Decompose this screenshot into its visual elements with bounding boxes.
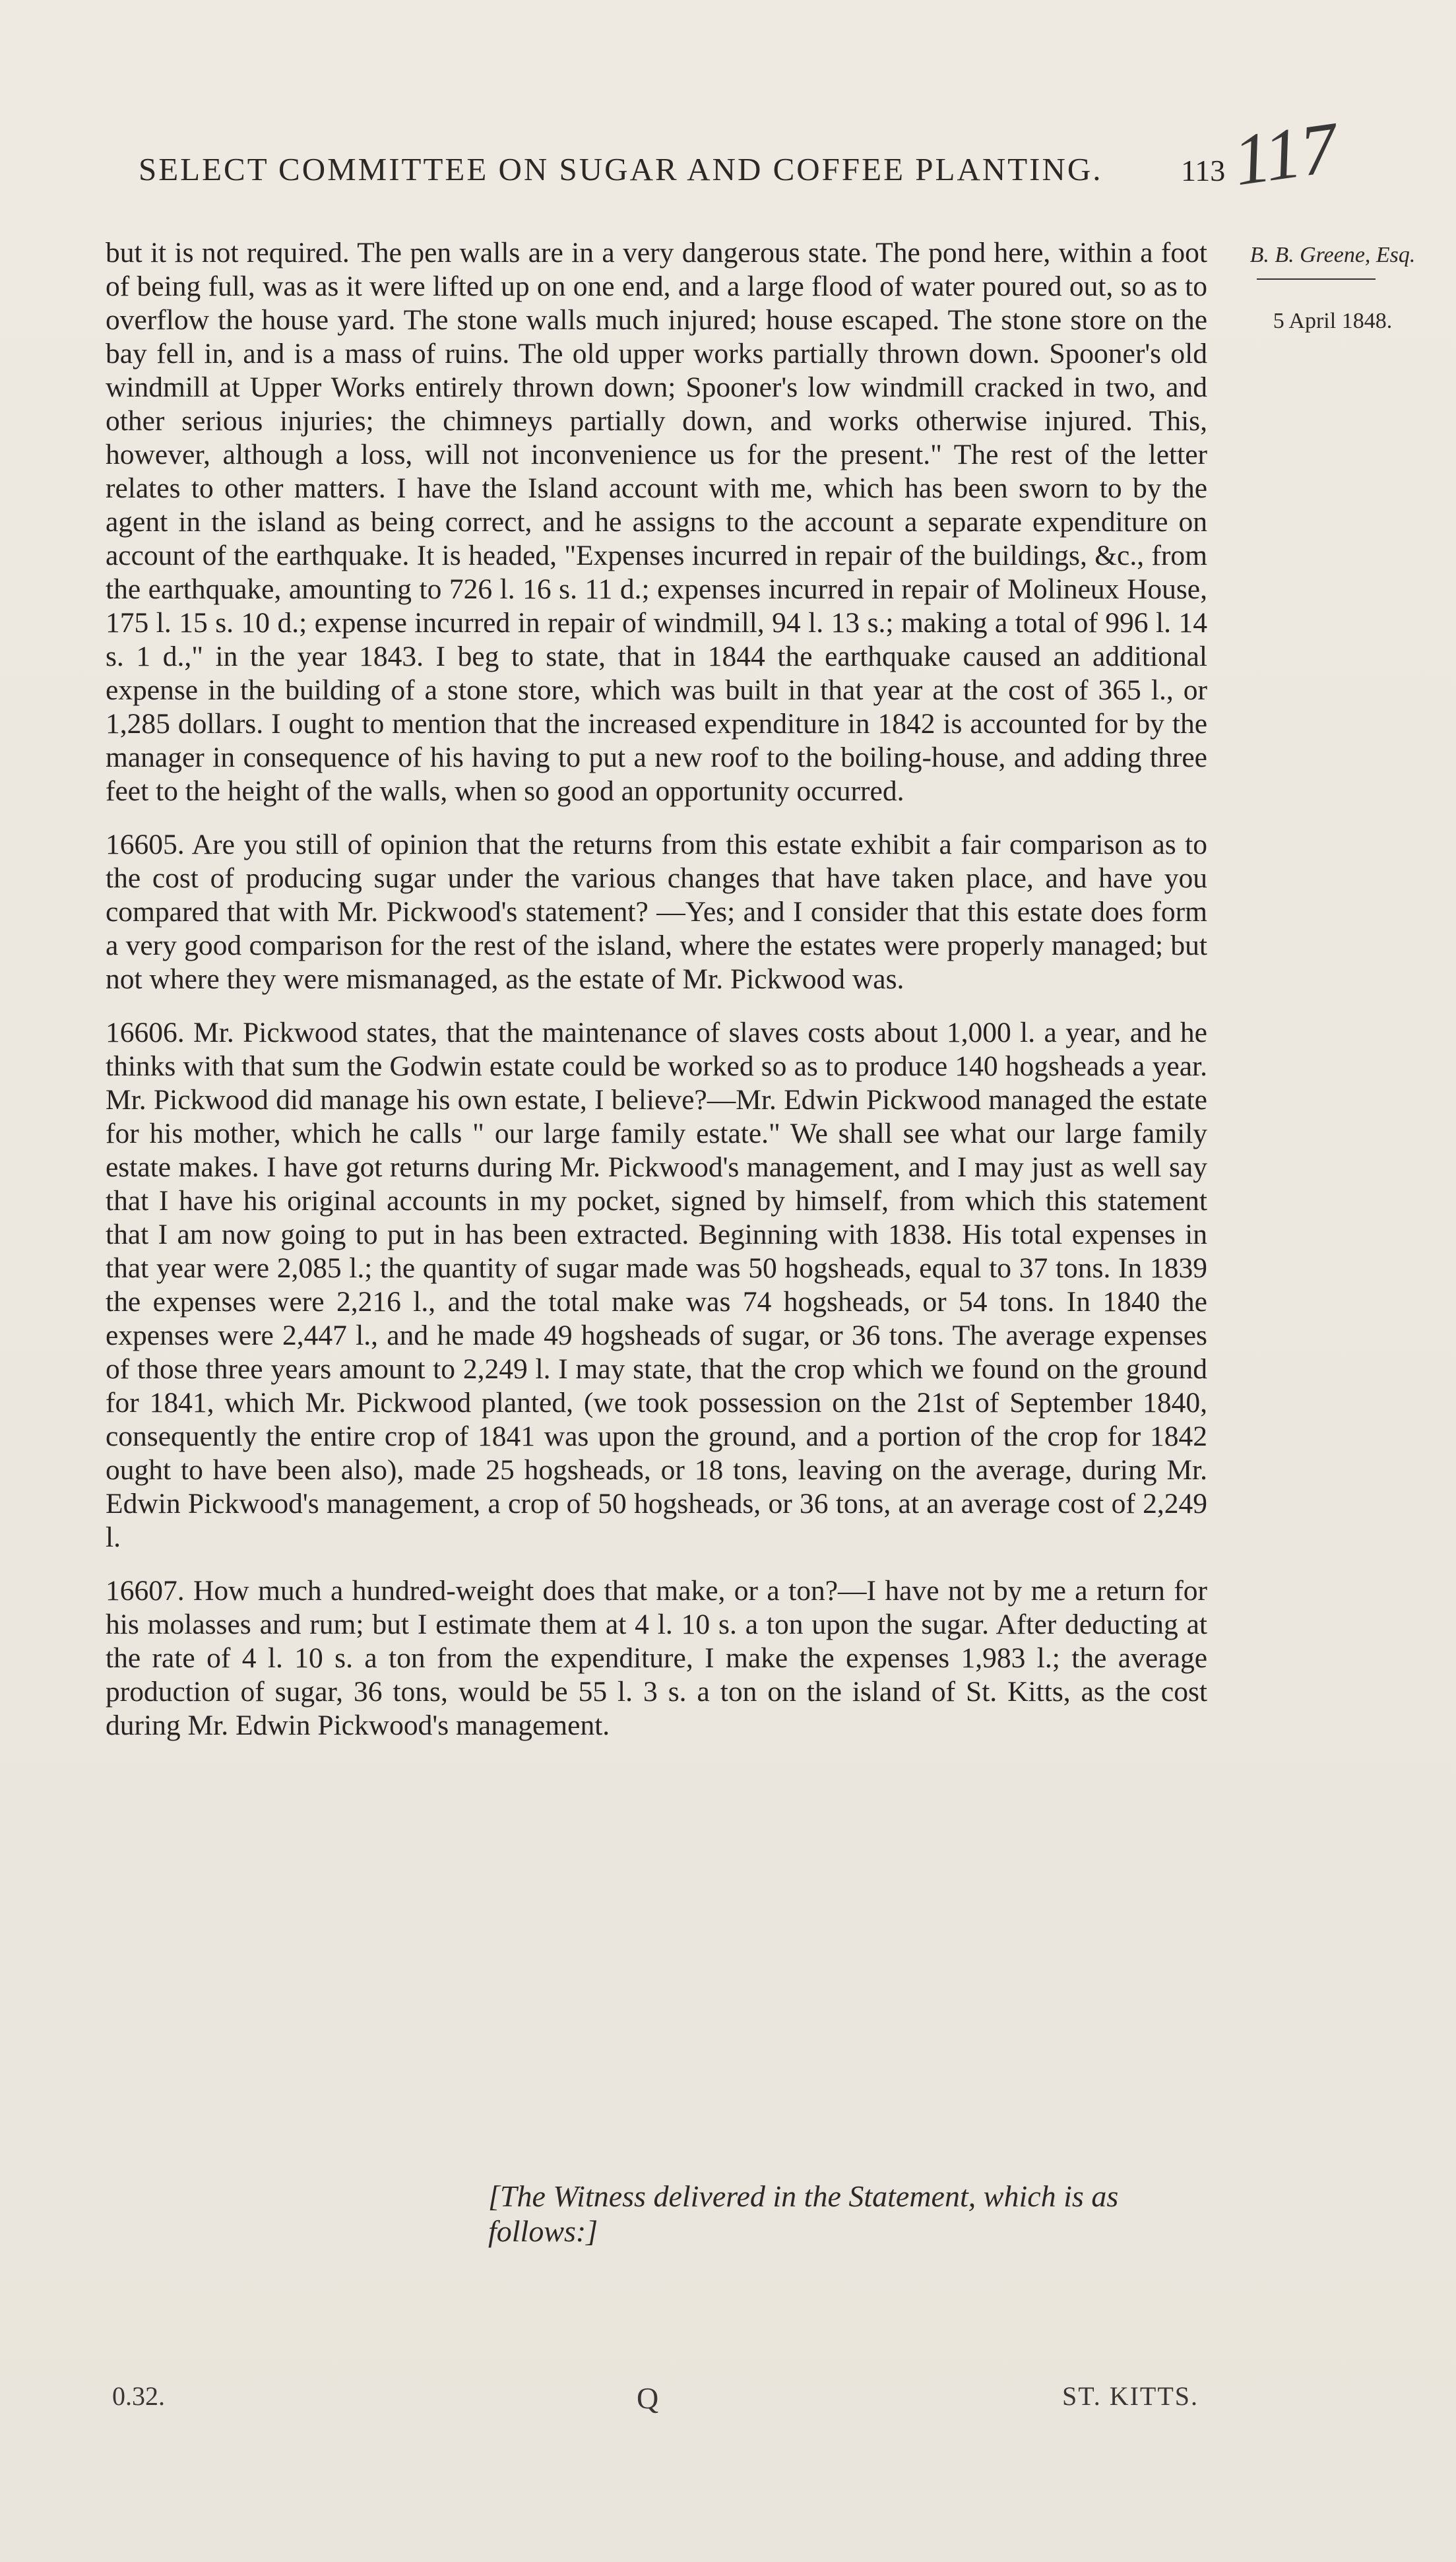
margin-date: 5 April 1848. <box>1273 309 1393 333</box>
paragraph-continuation: but it is not required. The pen walls are in a very dangerous state. The pond here, within a foot of being full, was as it were lifted up on one end, and a large flood of water poured out, so as to overflow the house yard. The stone walls much injured; house escaped. The stone store on the bay fell in, and is a mass of ruins. The old upper works partially thrown down. Spooner's old windmill at Upper Works entirely thrown down; Spooner's low windmill cracked in two, and other serious injuries; the chimneys partially down, and works otherwise injured. This, however, although a loss, will not inconvenience us for the present." The rest of the letter relates to other matters. I have the Island account with me, which has been sworn to by the agent in the island as being correct, and he assigns to the account a separate expenditure on account of the earthquake. It is headed, "Expenses incurred in repair of the buildings, &c., from the earthquake, amounting to 726 l. 16 s. 11 d.; expenses incurred in repair of Molineux House, 175 l. 15 s. 10 d.; expense incurred in repair of windmill, 94 l. 13 s.; making a total of 996 l. 14 s. 1 d.," in the year 1843. I beg to state, that in 1844 the earthquake caused an additional expense in the building of a stone store, which was built in that year at the cost of 365 l., or 1,285 dollars. I ought to mention that the increased expenditure in 1842 is accounted for by the manager in consequence of his having to put a new roof to the boiling-house, and adding three feet to the height of the walls, when so good an opportunity occurred. <box>106 237 1207 807</box>
running-header: SELECT COMMITTEE ON SUGAR AND COFFEE PLANTING. <box>139 151 1103 187</box>
testimony-body <box>106 236 1207 1762</box>
margin-rule <box>1257 278 1376 280</box>
handwritten-page-number: 117 <box>1228 106 1343 201</box>
page-number: 113 <box>1181 154 1226 187</box>
paragraph-16605: 16605. Are you still of opinion that the returns from this estate exhibit a fair comparison as to the cost of producing sugar under the various changes that have taken place, and have you compared that with Mr. Pickwood's statement? —Yes; and I consider that this estate does form a very good comparison for the rest of the island, where the estates were properly managed; but not where they were mismanaged, as the estate of Mr. Pickwood was. <box>106 829 1207 995</box>
paragraph-16607: 16607. How much a hundred-weight does that make, or a ton?—I have not by me a return for his molasses and rum; but I estimate them at 4 l. 10 s. a ton upon the sugar. After deducting at the rate of 4 l. 10 s. a ton from the expenditure, I make the expenses 1,983 l.; the average production of sugar, 36 tons, would be 55 l. 3 s. a ton on the island of St. Kitts, as the cost during Mr. Edwin Pickwood's management. <box>106 1575 1207 1741</box>
footer-signature: 0.32. <box>112 2381 165 2411</box>
paragraph-16606: 16606. Mr. Pickwood states, that the maintenance of slaves costs about 1,000 l. a year, and he thinks with that sum the Godwin estate could be worked so as to produce 140 hogsheads a year. Mr. Pickwood did manage his own estate, I believe?—Mr. Edwin Pickwood managed the estate for his mother, which he calls " our large family estate." We shall see what our large family estate makes. I have got returns during Mr. Pickwood's management, and I may just as well say that I have his original accounts in my pocket, signed by himself, from which this statement that I am now going to put in has been extracted. Beginning with 1838. His total expenses in that year were 2,085 l.; the quantity of sugar made was 50 hogsheads, equal to 37 tons. In 1839 the expenses were 2,216 l., and the total make was 74 hogsheads, or 54 tons. In 1840 the expenses were 2,447 l., and he made 49 hogsheads of sugar, or 36 tons. The average expenses of those three years amount to 2,249 l. I may state, that the crop which we found on the ground for 1841, which Mr. Pickwood planted, (we took possession on the 21st of September 1840, consequently the entire crop of 1841 was upon the ground, and a portion of the crop for 1842 ought to have been also), made 25 hogsheads, or 18 tons, leaving on the average, during Mr. Edwin Pickwood's management, a crop of 50 hogsheads, or 36 tons, at an average cost of 2,249 l. <box>106 1017 1207 1553</box>
footer-catchword: ST. KITTS. <box>1062 2381 1199 2411</box>
footer-signature-letter: Q <box>637 2381 659 2415</box>
margin-witness-name: B. B. Greene, Esq. <box>1250 243 1416 267</box>
statement-note: [The Witness delivered in the Statement, which is as follows:] <box>488 2179 1119 2248</box>
